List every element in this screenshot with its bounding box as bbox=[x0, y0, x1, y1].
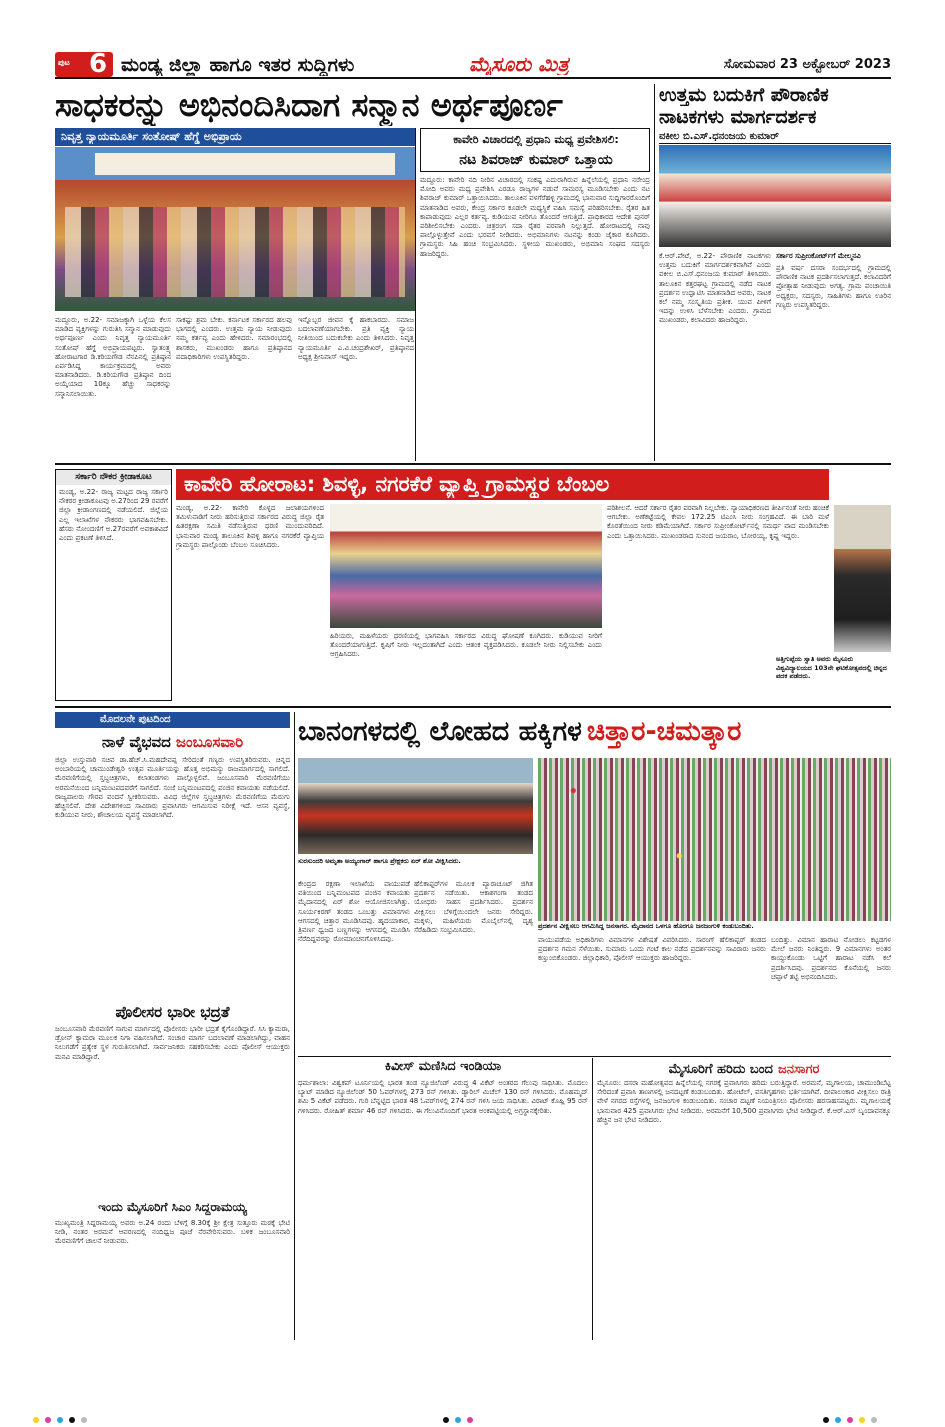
story1-body-a: ಮದ್ದೂರು, ಅ.22- ಸಮಾಜಕ್ಕಾಗಿ ಒಳ್ಳೆಯ ಕೆಲಸ ಮಾಡಿದ ವ್ಯಕ್ತಿಗಳನ್ನು ಗುರುತಿಸಿ ಸನ್ಮಾನ ಮಾಡುವುದು ಅರ್ಥಪೂರ್ಣ ಎಂದು ನಿವೃತ್ತ ನ್ಯಾಯಮೂರ್ತಿ ಸಂತೋಷ್ ಹೆಗ್ಡೆ ಅಭಿಪ್ರಾಯಪಟ್ಟರು. ಸ್ವಾತಂತ್ರ್ಯ ಹೋರಾಟಗಾರ ಡಿ.ಕರಿಯಗೌಡ ನೆನಪಿನಲ್ಲಿ ಪ್ರತಿಷ್ಠಾನ ಏರ್ಪಡಿಸಿದ್ದ ಕಾರ್ಯಕ್ರಮದಲ್ಲಿ ಅವರು ಮಾತನಾಡಿದರು. ಡಿ.ಕರಿಯಗೌಡ ಪ್ರತಿಷ್ಠಾನ ದಿಂದ ಅಯ್ಕೆಯಾದ 10ಕ್ಕೂ ಹೆಚ್ಚು ಸಾಧಕರನ್ನು ಸನ್ಮಾನಿಸಲಾಯಿತು. bbox=[55, 316, 171, 398]
job-box-title: ಸರ್ಕಾರಿ ನೌಕರ ಕ್ರೀಡಾಕೂಟ bbox=[56, 470, 171, 485]
police-body: ಜಂಬೂಸವಾರಿ ಮೆರವಣಿಗೆ ಸಾಗುವ ಮಾರ್ಗದಲ್ಲಿ ಪೊಲೀಸರು ಭಾರೀ ಭದ್ರತೆ ಕೈಗೊಂಡಿದ್ದಾರೆ. ಸಿಸಿ ಕ್ಯಾಮರಾ, ಡ್ರೋನ್ ಕ್ಯಾಮರಾ ಮೂಲಕ ನಿಗಾ ವಹಿಸಲಾಗಿದೆ. ಸಂಚಾರ ಮಾರ್ಗ ಬದಲಾವಣೆ ಮಾಡಲಾಗಿದ್ದು, ವಾಹನ ನಿಲುಗಡೆಗೆ ಪ್ರತ್ಯೇಕ ಸ್ಥಳ ಗುರುತಿಸಲಾಗಿದೆ. ಸಾರ್ವಜನಿಕರು ಸಹಕರಿಸಬೇಕು ಎಂದು ಪೊಲೀಸ್ ಆಯುಕ್ತರು ಮನವಿ ಮಾಡಿದ್ದಾರೆ. bbox=[55, 1025, 290, 1061]
jamboo-headline-a: ನಾಳೆ ವೈಭವದ bbox=[101, 733, 171, 751]
stage-people-shape bbox=[65, 207, 405, 297]
story1-subhead-bar bbox=[55, 128, 415, 146]
story4-body-b: ಹಿರಿಯರು, ಮಹಿಳೆಯರು ಧರಣಿಯಲ್ಲಿ ಭಾಗವಹಿಸಿ ಸರ್ಕಾರದ ವಿರುದ್ಧ ಘೋಷಣೆ ಕೂಗಿದರು. ಕುಡಿಯುವ ನೀರಿಗೆ ತೊಂದರೆಯಾಗುತ್ತಿದೆ. ಕೃಷಿಗೆ ನೀರು ಇಲ್ಲದಂತಾಗಿದೆ ಎಂದು ಆತಂಕ ವ್ಯಕ್ತಪಡಿಸಿದರು. ಕೂಡಲೇ ನೀರು ನಿಲ್ಲಿಸಬೇಕು ಎಂದು ಆಗ್ರಹಿಸಿದರು. bbox=[330, 632, 602, 659]
story3-body: ಕೆ.ಆರ್.ಪೇಟೆ, ಅ.22- ಪೌರಾಣಿಕ ನಾಟಕಗಳು ಉತ್ತಮ ಬದುಕಿಗೆ ಮಾರ್ಗದರ್ಶಕವಾಗಿವೆ ಎಂದು ವಕೀಲ ಬಿ.ಎಸ್.ಧನಂಜಯ ಕುಮಾರ್ ತಿಳಿಸಿದರು. ತಾಲೂಕಿನ ಕತ್ತರಘಟ್ಟ ಗ್ರಾಮದಲ್ಲಿ ನಡೆದ ನಾಟಕ ಪ್ರದರ್ಶನ ಉದ್ಘಾಟಿಸಿ ಮಾತನಾಡಿದ ಅವರು, ನಾಟಕ ಕಲೆ ನಮ್ಮ ಸಂಸ್ಕೃತಿಯ ಪ್ರತೀಕ. ಯುವ ಪೀಳಿಗೆ ಇದನ್ನು ಉಳಿಸಿ ಬೆಳೆಸಬೇಕು ಎಂದರು. ಗ್ರಾಮದ ಮುಖಂಡರು, ಕಲಾವಿದರು ಹಾಜರಿದ್ದರು. bbox=[659, 252, 771, 325]
cm-body: ಮುಖ್ಯಮಂತ್ರಿ ಸಿದ್ದರಾಮಯ್ಯ ಅವರು ಅ.24 ರಂದು ಬೆಳಿಗ್ಗೆ 8.30ಕ್ಕೆ ಶ್ರೀ ಕ್ಷೇತ್ರ ಸುತ್ತೂರು ಮಠಕ್ಕೆ ಭೇಟಿ ನೀಡಿ, ನಂತರ ಅರಮನೆ ಆವರಣದಲ್ಲಿ ನಂದಿಧ್ವಜ ಪೂಜೆ ನೆರವೇರಿಸುವರು. ಬಳಿಕ ಜಂಬೂಸವಾರಿ ಮೆರವಣಿಗೆಗೆ ಚಾಲನೆ ನೀಡುವರು. bbox=[55, 1219, 290, 1246]
story3-photo bbox=[659, 145, 891, 247]
page-number-box bbox=[55, 49, 113, 79]
paper-name: ಮೈಸೂರು ಮಿತ್ರ bbox=[469, 53, 569, 75]
print-registration-dots-left bbox=[30, 1408, 150, 1416]
section-divider bbox=[55, 463, 891, 465]
story2-headline: ನಟ ಶಿವರಾಜ್ ಕುಮಾರ್ ಒತ್ತಾಯ bbox=[459, 152, 613, 168]
col-rule bbox=[415, 128, 416, 461]
airshow-body-a: ಕೇಂದ್ರದ ರಕ್ಷಣಾ ಇಲಾಖೆಯ ವಾಯುಪಡೆ ವತಿಯಿಂದ ಬನ್ನಿಮಂಟಪದ ಪಂಜಿನ ಕವಾಯತು ಮೈದಾನದಲ್ಲಿ ಏರ್ ಶೋ ಆಯೋಜಿಸಲಾಗಿತ್ತು. ಸೂರ್ಯಕಿರಣ್ ತಂಡದ ಒಂಬತ್ತು ವಿಮಾನಗಳು ಆಗಸದಲ್ಲಿ ಚಿತ್ತಾರ ಮೂಡಿಸಿದವು. ಹೃದಯಾಕಾರ, ತ್ರಿವರ್ಣ ಧ್ವಜದ ಬಣ್ಣಗಳನ್ನು ಆಗಸದಲ್ಲಿ ಮೂಡಿಸಿ ನೆರೆದಿದ್ದವರನ್ನು ರೋಮಾಂಚನಗೊಳಿಸಿದವು. bbox=[298, 880, 410, 944]
airshow-body-c: ವಾಯುಪಡೆಯ ಅಧಿಕಾರಿಗಳು ವಿಮಾನಗಳ ವಿಶೇಷತೆ ವಿವರಿಸಿದರು. ಸಾರಂಗ್ ಹೆಲಿಕಾಪ್ಟರ್ ತಂಡದ ಪ್ರದರ್ಶನ ಗಮನ ಸೆಳೆಯಿತು. ಸುಮಾರು ಒಂದು ಗಂಟೆ ಕಾಲ ನಡೆದ ಪ್ರದರ್ಶನವನ್ನು ಸಾವಿರಾರು ಜನರು ಕಣ್ತುಂಬಿಕೊಂಡರು. ಜಿಲ್ಲಾಧಿಕಾರಿ, ಪೊಲೀಸ್ ಆಯುಕ್ತರು ಹಾಜರಿದ್ದರು. bbox=[538, 936, 766, 963]
print-registration-dots-right bbox=[820, 1408, 940, 1416]
story2-header bbox=[420, 128, 650, 172]
story4-headline: ಕಾವೇರಿ ಹೋರಾಟ: ಶಿವಳ್ಳಿ, ನಗರಕೆರೆ ವ್ಯಾಪ್ತಿ ಗ್ರಾಮಸ್ಥರ ಬೆಂಬಲ bbox=[184, 472, 610, 496]
graduate-photo bbox=[834, 505, 891, 652]
print-registration-dots-center bbox=[440, 1408, 520, 1416]
story1-body-b: ಸಾಕಷ್ಟು ಶ್ರಮ ಬೇಕು. ಕರ್ನಾಟಕ ಸರ್ಕಾರದ ಹಲವು ಭಾಗದಲ್ಲಿ ಎಂದರು. ಉತ್ತಮ ನ್ಯಾಯ ನೀಡುವುದು ನಮ್ಮ ಕರ್ತವ್ಯ ಎಂದು ಹೇಳಿದರು. ಸಮಾರಂಭದಲ್ಲಿ ಶಾಸಕರು, ಮುಖಂಡರು ಹಾಗೂ ಪ್ರತಿಷ್ಠಾನದ ಪದಾಧಿಕಾರಿಗಳು ಉಪಸ್ಥಿತರಿದ್ದರು. bbox=[176, 316, 292, 361]
story4-body-a: ಮಂಡ್ಯ, ಅ.22- ಕಾವೇರಿ ಕೊಳ್ಳದ ಜಲಾಶಯಗಳಿಂದ ತಮಿಳುನಾಡಿಗೆ ನೀರು ಹರಿಸುತ್ತಿರುವ ಸರ್ಕಾರದ ವಿರುದ್ಧ ಜಿಲ್ಲಾ ರೈತ ಹಿತರಕ್ಷಣಾ ಸಮಿತಿ ನಡೆಸುತ್ತಿರುವ ಧರಣಿ ಮುಂದುವರಿದಿದೆ. ಭಾನುವಾರ ಮಂಡ್ಯ ತಾಲೂಕಿನ ಶಿವಳ್ಳಿ ಹಾಗೂ ನಗರಕೆರೆ ವ್ಯಾಪ್ತಿಯ ಗ್ರಾಮಸ್ಥರು ಪಾಲ್ಗೊಂಡು ಬೆಂಬಲ ಸೂಚಿಸಿದರು. bbox=[176, 504, 324, 549]
job-box bbox=[55, 469, 172, 701]
cm-headline: ಇಂದು ಮೈಸೂರಿಗೆ ಸಿಎಂ ಸಿದ್ದರಾಮಯ್ಯ bbox=[98, 1200, 247, 1214]
continuation-bar bbox=[55, 712, 290, 728]
page-number: 6 bbox=[89, 49, 108, 79]
airshow-photo2-caption: ಪ್ರದರ್ಶನ ವೀಕ್ಷಿಸಲು ಆಗಮಿಸಿದ್ದ ಜನಸಾಗರ. ಮೈದಾನದ ಒಳಗೂ ಹೊರಗೂ ಜನಜಂಗುಳಿ ಕಂಡುಬಂದಿತು. bbox=[538, 922, 754, 930]
story1-photo bbox=[55, 147, 415, 311]
banner-shape bbox=[95, 153, 395, 175]
section-divider bbox=[298, 1056, 891, 1057]
cricket-headline: ಕಿವೀಸ್ ಮಣಿಸಿದ ಇಂಡಿಯಾ bbox=[384, 1059, 502, 1074]
story1-headline: ಸಾಧಕರನ್ನು ಅಭಿನಂದಿಸಿದಾಗ ಸನ್ಮಾನ ಅರ್ಥಪೂರ್ಣ bbox=[55, 86, 563, 124]
story4-photo bbox=[330, 504, 602, 628]
graduate-caption: ಅತ್ತಿಗುಪ್ಪೆಯ ಸ್ವಾತಿ ಅವರು ಮೈಸೂರು ವಿಶ್ವವಿದ್ಯಾಲಯದ 103ನೇ ಘಟಿಕೋತ್ಸವದಲ್ಲಿ ಚಿನ್ನದ ಪದಕ ಪಡೆದರು. bbox=[776, 655, 887, 680]
crowd-headline-b: ಜನಸಾಗರ bbox=[777, 1062, 820, 1077]
airshow-body-d: ಬಂದಿತ್ತು. ವಿಮಾನ ಹಾರಾಟ ನೋಡಲು ಕಟ್ಟಡಗಳ ಮೇಲೆ ಜನರು ನಿಂತಿದ್ದರು. 9 ವಿಮಾನಗಳು ಅಂತರ ಕಾಯ್ದುಕೊಂಡು ಒಟ್ಟಿಗೆ ಹಾರಾಟ ನಡೆಸಿ ಕಲೆ ಪ್ರದರ್ಶಿಸಿದವು. ಪ್ರದರ್ಶನದ ಕೊನೆಯಲ್ಲಿ ಜನರು ಚಪ್ಪಾಳೆ ತಟ್ಟಿ ಅಭಿನಂದಿಸಿದರು. bbox=[771, 936, 891, 981]
col-rule bbox=[654, 84, 655, 461]
cricket-body: ಧರ್ಮಶಾಲಾ: ವಿಶ್ವಕಪ್ ಟೂರ್ನಿಯಲ್ಲಿ ಭಾರತ ತಂಡ ನ್ಯೂಜಿಲೆಂಡ್ ವಿರುದ್ಧ 4 ವಿಕೆಟ್ ಅಂತರದ ಗೆಲುವು ಸಾಧಿಸಿತು. ಮೊದಲು ಬ್ಯಾಟ್ ಮಾಡಿದ ನ್ಯೂಜಿಲೆಂಡ್ 50 ಓವರ್‌ಗಳಲ್ಲಿ 273 ರನ್ ಗಳಿಸಿತು. ಡ್ಯಾರಿಲ್ ಮಿಚೆಲ್ 130 ರನ್ ಗಳಿಸಿದರು. ಮೊಹಮ್ಮದ್ ಶಮಿ 5 ವಿಕೆಟ್ ಪಡೆದರು. ಗುರಿ ಬೆನ್ನಟ್ಟಿದ ಭಾರತ 48 ಓವರ್‌ಗಳಲ್ಲಿ 274 ರನ್ ಗಳಿಸಿ ಜಯ ಸಾಧಿಸಿತು. ವಿರಾಟ್ ಕೊಹ್ಲಿ 95 ರನ್ ಗಳಿಸಿದರು. ರೋಹಿತ್ ಶರ್ಮಾ 46 ರನ್ ಗಳಿಸಿದರು. ಈ ಗೆಲುವಿನೊಂದಿಗೆ ಭಾರತ ಅಂಕಪಟ್ಟಿಯಲ್ಲಿ ಅಗ್ರಸ್ಥಾನಕ್ಕೇರಿತು. bbox=[298, 1079, 588, 1115]
airshow-headline bbox=[298, 712, 891, 752]
crowd-headline bbox=[597, 1058, 891, 1076]
issue-date: ಸೋಮವಾರ 23 ಅಕ್ಟೋಬರ್ 2023 bbox=[723, 57, 891, 72]
story3-headline-1: ಉತ್ತಮ ಬದುಕಿಗೆ ಪೌರಾಣಿಕ bbox=[659, 84, 829, 106]
story3-body-2: ಪ್ರತಿ ವರ್ಷ ದಸರಾ ಸಂದರ್ಭದಲ್ಲಿ ಗ್ರಾಮದಲ್ಲಿ ಪೌರಾಣಿಕ ನಾಟಕ ಪ್ರದರ್ಶಿಸಲಾಗುತ್ತದೆ. ಕಲಾವಿದರಿಗೆ ಪ್ರೋತ್ಸಾಹ ನೀಡುವುದು ಅಗತ್ಯ. ಗ್ರಾಮ ಪಂಚಾಯಿತಿ ಅಧ್ಯಕ್ಷರು, ಸದಸ್ಯರು, ಸಾಹಿತಿಗಳು ಹಾಗೂ ಊರಿನ ಗಣ್ಯರು ಉಪಸ್ಥಿತರಿದ್ದರು. bbox=[776, 264, 891, 309]
airshow-photo-2 bbox=[538, 758, 891, 921]
crowd-headline-a: ಮೈಸೂರಿಗೆ ಹರಿದು ಬಂದ bbox=[668, 1062, 773, 1077]
section-divider bbox=[55, 706, 891, 708]
col-rule bbox=[592, 1058, 593, 1340]
section-title: ಮಂಡ್ಯ ಜಿಲ್ಲಾ ಹಾಗೂ ಇತರ ಸುದ್ದಿಗಳು bbox=[121, 54, 355, 76]
masthead bbox=[55, 49, 891, 79]
story4-body-c: ಪರಿಶೀಲನೆ. ಆದರೆ ಸರ್ಕಾರ ರೈತರ ಪರವಾಗಿ ನಿಲ್ಲಬೇಕು. ನ್ಯಾಯಾಧಿಕರಣದ ತೀರ್ಪಿನಂತೆ ನೀರು ಹಂಚಿಕೆ ಆಗಬೇಕು. ಅಣೆಕಟ್ಟೆಯಲ್ಲಿ ಕೇವಲ 172.25 ಟಿಎಂಸಿ ನೀರು ಸಂಗ್ರಹವಿದೆ. ಈ ಬಾರಿ ಮಳೆ ಕೊರತೆಯಿಂದ ನೀರು ಕಡಿಮೆಯಾಗಿದೆ. ಸರ್ಕಾರ ಸುಪ್ರೀಂಕೋರ್ಟ್‌ನಲ್ಲಿ ಸಮರ್ಥ ವಾದ ಮಂಡಿಸಬೇಕು ಎಂದು ಒತ್ತಾಯಿಸಿದರು. ಮುಖಂಡರಾದ ಸುನಂದ ಜಯರಾಂ, ಬೋರಯ್ಯ, ಕೃಷ್ಣ ಇದ್ದರು. bbox=[607, 504, 829, 540]
story2-kicker: ಕಾವೇರಿ ವಿಚಾರದಲ್ಲಿ ಪ್ರಧಾನಿ ಮಧ್ಯ ಪ್ರವೇಶಿಸಲಿ: bbox=[453, 133, 619, 146]
story1-subhead: ನಿವೃತ್ತ ನ್ಯಾಯಮೂರ್ತಿ ಸಂತೋಷ್ ಹೆಗ್ಡೆ ಅಭಿಪ್ರಾಯ bbox=[61, 130, 242, 143]
jamboo-headline-b: ಜಂಬೂಸವಾರಿ bbox=[175, 733, 244, 751]
story3-subhead: ವಕೀಲ ಬಿ.ಎಸ್.ಧನಂಜಯ ಕುಮಾರ್ bbox=[659, 130, 891, 144]
story3-photo-caption: ಸರ್ಕಾರ ಸುಪ್ರೀಂಕೋರ್ಟ್‌ಗೆ ಮೇಲ್ಮನವಿ bbox=[776, 252, 861, 260]
page-label: ಪುಟ bbox=[58, 58, 70, 67]
airshow-photo-1 bbox=[298, 758, 533, 854]
airshow-headline-b: ಚಿತ್ತಾರ-ಚಮತ್ಕಾರ bbox=[586, 716, 742, 747]
job-box-body: ಮಂಡ್ಯ, ಅ.22- ರಾಜ್ಯ ಮಟ್ಟದ ರಾಜ್ಯ ಸರ್ಕಾರಿ ನೌಕರರ ಕ್ರೀಡಾಕೂಟವು ಅ.27ರಿಂದ 29 ರವರೆಗೆ ಜಿಲ್ಲಾ ಕ್ರೀಡಾಂಗಣದಲ್ಲಿ ನಡೆಯಲಿದೆ. ಜಿಲ್ಲೆಯ ಎಲ್ಲ ಇಲಾಖೆಗಳ ನೌಕರರು ಭಾಗವಹಿಸಬೇಕು. ಹೆಸರು ನೋಂದಣಿಗೆ ಅ.27ರವರೆಗೆ ಅವಕಾಶವಿದೆ ಎಂದು ಪ್ರಕಟಣೆ ತಿಳಿಸಿದೆ. bbox=[59, 488, 168, 543]
story3-headline-2: ನಾಟಕಗಳು ಮಾರ್ಗದರ್ಶಕ bbox=[659, 106, 817, 128]
story1-body-c: ಇನ್ನೊಬ್ಬರ ಜೀವನ ಕ್ಕೆ ಹಾಕಬಾರದು. ಸಮಾಜ ಬದಲಾವಣೆಯಾಗಬೇಕು. ಪ್ರತಿ ವ್ಯಕ್ತಿ ನ್ಯಾಯ ನೀತಿಯಿಂದ ಬದುಕಬೇಕು ಎಂದು ತಿಳಿಸಿದರು. ನಿವೃತ್ತ ನ್ಯಾಯಮೂರ್ತಿ ಎ.ವಿ.ಚಂದ್ರಶೇಖರ್, ಪ್ರತಿಷ್ಠಾನದ ಅಧ್ಯಕ್ಷ ಶ್ರೀನಿವಾಸ್ ಇದ್ದರು. bbox=[298, 316, 414, 361]
story2-body: ಮದ್ದೂರು: ಕಾವೇರಿ ನದಿ ನೀರಿನ ವಿಚಾರದಲ್ಲಿ ಸಂಕಷ್ಟ ಎದುರಾಗಿರುವ ಹಿನ್ನೆಲೆಯಲ್ಲಿ ಪ್ರಧಾನಿ ನರೇಂದ್ರ ಮೋದಿ ಅವರು ಮಧ್ಯ ಪ್ರವೇಶಿಸಿ ಎರಡೂ ರಾಜ್ಯಗಳ ನಡುವೆ ಸಾಮರಸ್ಯ ಮೂಡಿಸಬೇಕು ಎಂದು ನಟ ಶಿವರಾಜ್ ಕುಮಾರ್ ಒತ್ತಾಯಿಸಿದರು. ತಾಲೂಕಿನ ವಳಗೆರೆಹಳ್ಳಿ ಗ್ರಾಮದಲ್ಲಿ ಭಾನುವಾರ ಸುದ್ದಿಗಾರರೊಂದಿಗೆ ಮಾತನಾಡಿದ ಅವರು, ಕೇಂದ್ರ ಸರ್ಕಾರ ಕೂಡಲೇ ಮಧ್ಯಸ್ಥಿಕೆ ವಹಿಸಿ ಸಮಸ್ಯೆ ಪರಿಹರಿಸಬೇಕು. ರೈತರ ಹಿತ ಕಾಪಾಡುವುದು ಎಲ್ಲರ ಕರ್ತವ್ಯ. ಕುಡಿಯುವ ನೀರಿಗೂ ತೊಂದರೆ ಆಗುತ್ತಿದೆ. ಪ್ರಾಧಿಕಾರದ ಆದೇಶ ಪುನರ್ ಪರಿಶೀಲಿಸಬೇಕು ಎಂದರು. ಚಿತ್ರರಂಗ ಸದಾ ರೈತರ ಪರವಾಗಿ ನಿಲ್ಲುತ್ತದೆ. ಹೋರಾಟದಲ್ಲಿ ನಾವು ಪಾಲ್ಗೊಳ್ಳುತ್ತೇವೆ ಎಂದು ಭರವಸೆ ನೀಡಿದರು. ಅಭಿಮಾನಿಗಳು ನಟನನ್ನು ಕಂಡು ಜೈಕಾರ ಕೂಗಿದರು. ಗ್ರಾಮಸ್ಥರು ಸಿಹಿ ಹಂಚಿ ಸಂಭ್ರಮಿಸಿದರು. ಸ್ಥಳೀಯ ಮುಖಂಡರು, ಅಭಿಮಾನಿ ಸಂಘದ ಸದಸ್ಯರು ಹಾಜರಿದ್ದರು. bbox=[420, 176, 650, 258]
col-rule bbox=[294, 712, 295, 1340]
airshow-body-b: ಹೆಲಿಕಾಪ್ಟರ್‌ಗಳ ಮೂಲಕ ಪ್ಯಾರಾಚೂಟ್ ಜಿಗಿತ ಪ್ರದರ್ಶನ ನಡೆಯಿತು. ಆಕಾಶಗಂಗಾ ತಂಡದ ಯೋಧರು ಸಾಹಸ ಪ್ರದರ್ಶಿಸಿದರು. ಪ್ರದರ್ಶನ ವೀಕ್ಷಿಸಲು ಬೆಳಿಗ್ಗೆಯಿಂದಲೇ ಜನರು ಸೇರಿದ್ದರು. ಮಕ್ಕಳು, ಮಹಿಳೆಯರು ಮೊಬೈಲ್‌ನಲ್ಲಿ ದೃಶ್ಯ ಸೆರೆಹಿಡಿದು ಸಂಭ್ರಮಿಸಿದರು. bbox=[414, 880, 533, 935]
story4-headline-bar bbox=[176, 469, 829, 500]
jamboo-headline bbox=[55, 731, 290, 753]
airshow-headline-a: ಬಾನಂಗಳದಲ್ಲಿ ಲೋಹದ ಹಕ್ಕಿಗಳ bbox=[298, 716, 582, 747]
jamboo-body: ಜಿಲ್ಲಾ ಉಸ್ತುವಾರಿ ಸಚಿವ ಡಾ.ಹೆಚ್.ಸಿ.ಮಹದೇವಪ್ಪ ಸೇರಿದಂತೆ ಗಣ್ಯರು ಉಪಸ್ಥಿತರಿರುವರು. ಚಿನ್ನದ ಅಂಬಾರಿಯಲ್ಲಿ ಚಾಮುಂಡೇಶ್ವರಿ ಉತ್ಸವ ಮೂರ್ತಿಯನ್ನು ಹೊತ್ತ ಅಭಿಮನ್ಯು ರಾಜಮಾರ್ಗದಲ್ಲಿ ಸಾಗಲಿದೆ. ಮೆರವಣಿಗೆಯಲ್ಲಿ ಸ್ತಬ್ಧಚಿತ್ರಗಳು, ಕಲಾತಂಡಗಳು ಪಾಲ್ಗೊಳ್ಳಲಿವೆ. ಜಂಬೂಸವಾರಿ ಮೆರವಣಿಗೆಯು ಅರಮನೆಯಿಂದ ಬನ್ನಿಮಂಟಪದವರೆಗೆ ಸಾಗಲಿದೆ. ಸಂಜೆ ಬನ್ನಿಮಂಟಪದಲ್ಲಿ ಪಂಜಿನ ಕವಾಯತು ನಡೆಯಲಿದೆ. ರಾಜ್ಯಪಾಲರು ಗೌರವ ವಂದನೆ ಸ್ವೀಕರಿಸುವರು. ವಿವಿಧ ಜಿಲ್ಲೆಗಳ ಸ್ತಬ್ಧಚಿತ್ರಗಳು ಮೆರವಣಿಗೆಯ ಮೆರುಗು ಹೆಚ್ಚಿಸಲಿವೆ. ದೇಶ ವಿದೇಶಗಳಿಂದ ಸಾವಿರಾರು ಪ್ರವಾಸಿಗರು ಆಗಮಿಸುವ ನಿರೀಕ್ಷೆ ಇದೆ. ಆಸನ ವ್ಯವಸ್ಥೆ, ಕುಡಿಯುವ ನೀರು, ಶೌಚಾಲಯ ವ್ಯವಸ್ಥೆ ಮಾಡಲಾಗಿದೆ. bbox=[55, 756, 290, 820]
continuation-label: ಮೊದಲನೇ ಪುಟದಿಂದ bbox=[100, 714, 171, 725]
crowd-body: ಮೈಸೂರು: ದಸರಾ ಮಹೋತ್ಸವದ ಹಿನ್ನೆಲೆಯಲ್ಲಿ ನಗರಕ್ಕೆ ಪ್ರವಾಸಿಗರು ಹರಿದು ಬರುತ್ತಿದ್ದಾರೆ. ಅರಮನೆ, ಮೃಗಾಲಯ, ಚಾಮುಂಡಿಬೆಟ್ಟ ಸೇರಿದಂತೆ ಪ್ರವಾಸಿ ತಾಣಗಳಲ್ಲಿ ಜನದಟ್ಟಣೆ ಕಂಡುಬಂದಿತು. ಹೋಟೆಲ್, ವಸತಿಗೃಹಗಳು ಭರ್ತಿಯಾಗಿವೆ. ದೀಪಾಲಂಕಾರ ವೀಕ್ಷಿಸಲು ರಾತ್ರಿ ವೇಳೆ ನಗರದ ರಸ್ತೆಗಳಲ್ಲಿ ಜನಜಂಗುಳಿ ಕಂಡುಬಂದಿತು. ಸಂಚಾರ ದಟ್ಟಣೆ ನಿಯಂತ್ರಿಸಲು ಪೊಲೀಸರು ಹರಸಾಹಸಪಟ್ಟರು. ಮೃಗಾಲಯಕ್ಕೆ ಭಾನುವಾರ 425 ಪ್ರವಾಸಿಗರು ಭೇಟಿ ನೀಡಿದರು. ಅರಮನೆಗೆ 10,500 ಪ್ರವಾಸಿಗರು ಭೇಟಿ ನೀಡಿದ್ದಾರೆ. ಕೆ.ಆರ್.ಎಸ್ ಬೃಂದಾವನಕ್ಕೂ ಹೆಚ್ಚಿನ ಜನ ಭೇಟಿ ನೀಡಿದರು. bbox=[597, 1079, 891, 1124]
police-headline: ಪೊಲೀಸರ ಭಾರೀ ಭದ್ರತೆ bbox=[115, 1003, 230, 1021]
airshow-photo1-caption: ಸುರಸುಂದರಿ ಅಮೃತಾ ಅಯ್ಯಂಗಾರ್ ಹಾಗೂ ಪ್ರೇಕ್ಷಕರು ಏರ್ ಶೋ ವೀಕ್ಷಿಸಿದರು. bbox=[298, 857, 461, 865]
